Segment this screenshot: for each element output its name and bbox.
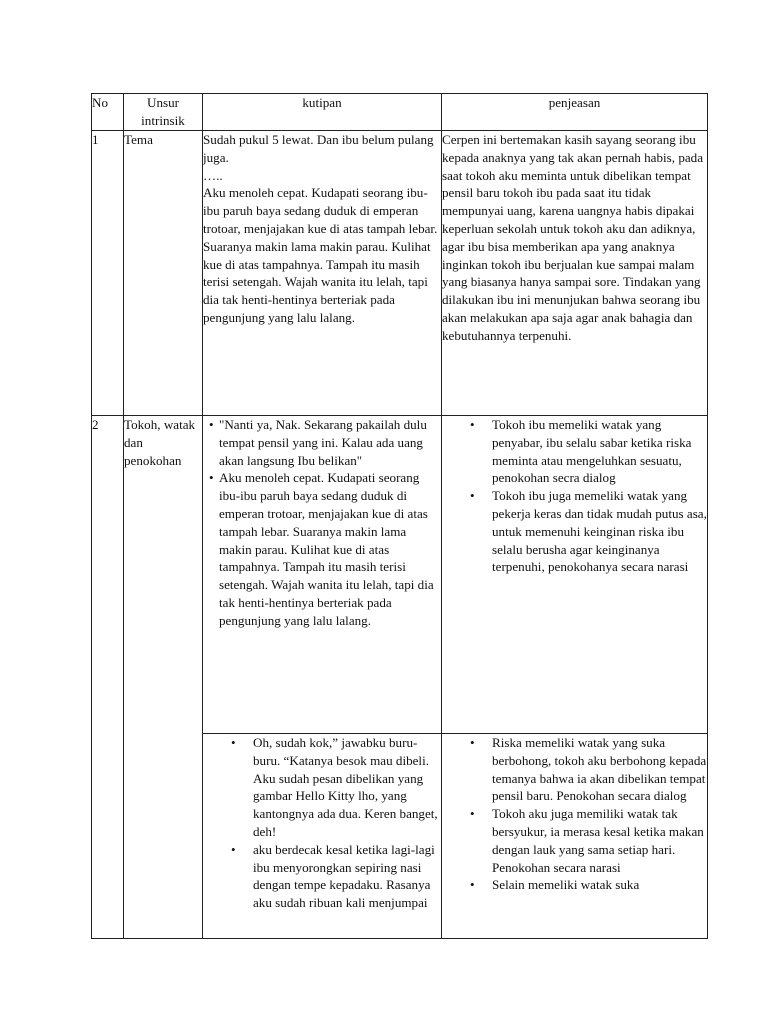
row3-penjelasan bbox=[442, 734, 708, 939]
bullet-icon: • bbox=[470, 806, 475, 822]
bullet-icon: • bbox=[470, 877, 475, 893]
list-item: • aku berdecak kesal ketika lagi-lagi ibu menyorongkan sepiring nasi dengan tempe kepadaku. Rasanya aku sudah ribuan kali menjumpai bbox=[231, 841, 435, 911]
row2-penjelasan bbox=[442, 416, 708, 734]
bullet-icon: • bbox=[231, 841, 236, 857]
list-item: • Selain memeliki watak suka bbox=[470, 877, 640, 893]
list-item: • Aku menoleh cepat. Kudapati seorang ibu-ibu paruh baya sedang duduk di emperan trotoar, menjajakan kue di atas tampah lebar. Suaranya makin lama makin parau. Kulihat kue di atas tampahnya. Tampah itu masih terisi setengah. Wajah wanita itu lelah, tapi dia tak henti-hentinya berteriak pada pengunjung yang lalu lalang. bbox=[209, 470, 434, 628]
row1-kutipan bbox=[203, 131, 442, 416]
row1-kutipan-p1: Sudah pukul 5 lewat. Dan ibu belum pulang juga. bbox=[203, 132, 434, 165]
row2-kutipan bbox=[203, 416, 442, 734]
header-kutipan: kutipan bbox=[203, 94, 442, 131]
list-item: • Riska memeliki watak yang suka berbohong, tokoh aku berbohong kepada temanya bahwa ia akan dibelikan tempat pensil baru. Penokohan secara dialog bbox=[470, 735, 707, 804]
bullet-icon: • bbox=[470, 417, 475, 432]
bullet-icon: • bbox=[470, 488, 475, 504]
row1-kutipan-p2: ….. bbox=[203, 167, 223, 183]
row1-unsur: Tema bbox=[124, 131, 203, 416]
header-penjelasan: penjeasan bbox=[442, 94, 708, 131]
bullet-icon: • bbox=[209, 470, 214, 486]
list-item: • Oh, sudah kok,” jawabku buru-buru. “Katanya besok mau dibeli. Aku sudah pesan dibelikan yang gambar Hello Kitty lho, yang kantongnya ada dua. Keren banget, deh! bbox=[231, 735, 438, 839]
bullet-icon: • bbox=[209, 417, 214, 432]
table-row-tema bbox=[92, 131, 708, 416]
row1-kutipan-p3: Aku menoleh cepat. Kudapati seorang ibu-ibu paruh baya sedang duduk di emperan trotoar, menjajakan kue di atas tampah lebar. Suaranya makin lama makin parau. Kulihat kue di atas tampahnya. Tampah itu masih terisi setengah. Wajah wanita itu lelah, tapi dia tak henti-hentinya berteriak pada pengunjung yang lalu lalang. bbox=[203, 185, 438, 325]
header-no: No bbox=[92, 94, 124, 131]
row3-kutipan bbox=[203, 734, 442, 939]
list-item: • Tokoh ibu memeliki watak yang penyabar, ibu selalu sabar ketika riska meminta atau mengeluhkan sesuatu, penokohan secra dialog bbox=[470, 417, 692, 486]
header-row bbox=[92, 94, 708, 131]
header-unsur: Unsur intrinsik bbox=[124, 94, 203, 131]
row1-penjelasan: Cerpen ini bertemakan kasih sayang seorang ibu kepada anaknya yang tak akan pernah habis, pada saat tokoh aku meminta untuk dibelikan tempat pensil baru tokoh ibu pada saat itu tidak mempunyai uang, karena uangnya habis dipakai keperluan sekolah untuk tokoh aku dan adiknya, agar ibu bisa memberikan apa yang anaknya inginkan tokoh ibu berjualan kue sampai malam yang biasanya hanya sampai sore. Tindakan yang dilakukan ibu ini menunjukan bahwa seorang ibu akan melakukan apa saja agar anak bahagia dan kebutuhannya terpenuhi. bbox=[442, 131, 708, 416]
list-item: • Tokoh aku juga memiliki watak tak bersyukur, ia merasa kesal ketika makan dengan lauk yang sama setiap hari. Penokohan secara narasi bbox=[470, 806, 704, 875]
row1-no: 1 bbox=[92, 131, 124, 416]
list-item: • Tokoh ibu juga memeliki watak yang pekerja keras dan tidak mudah putus asa, untuk memenuhi keinginan riska ibu selalu berusha agar keinginanya terpenuhi, penokohanya secara narasi bbox=[470, 488, 707, 575]
row2-no: 2 bbox=[92, 416, 124, 939]
list-item: • "Nanti ya, Nak. Sekarang pakailah dulu tempat pensil yang ini. Kalau ada uang akan langsung Ibu belikan" bbox=[209, 417, 427, 468]
analysis-table bbox=[91, 93, 708, 939]
row2-unsur: Tokoh, watak dan penokohan bbox=[124, 416, 203, 939]
table-row-tokoh bbox=[92, 416, 708, 734]
bullet-icon: • bbox=[231, 735, 236, 750]
bullet-icon: • bbox=[470, 735, 475, 750]
